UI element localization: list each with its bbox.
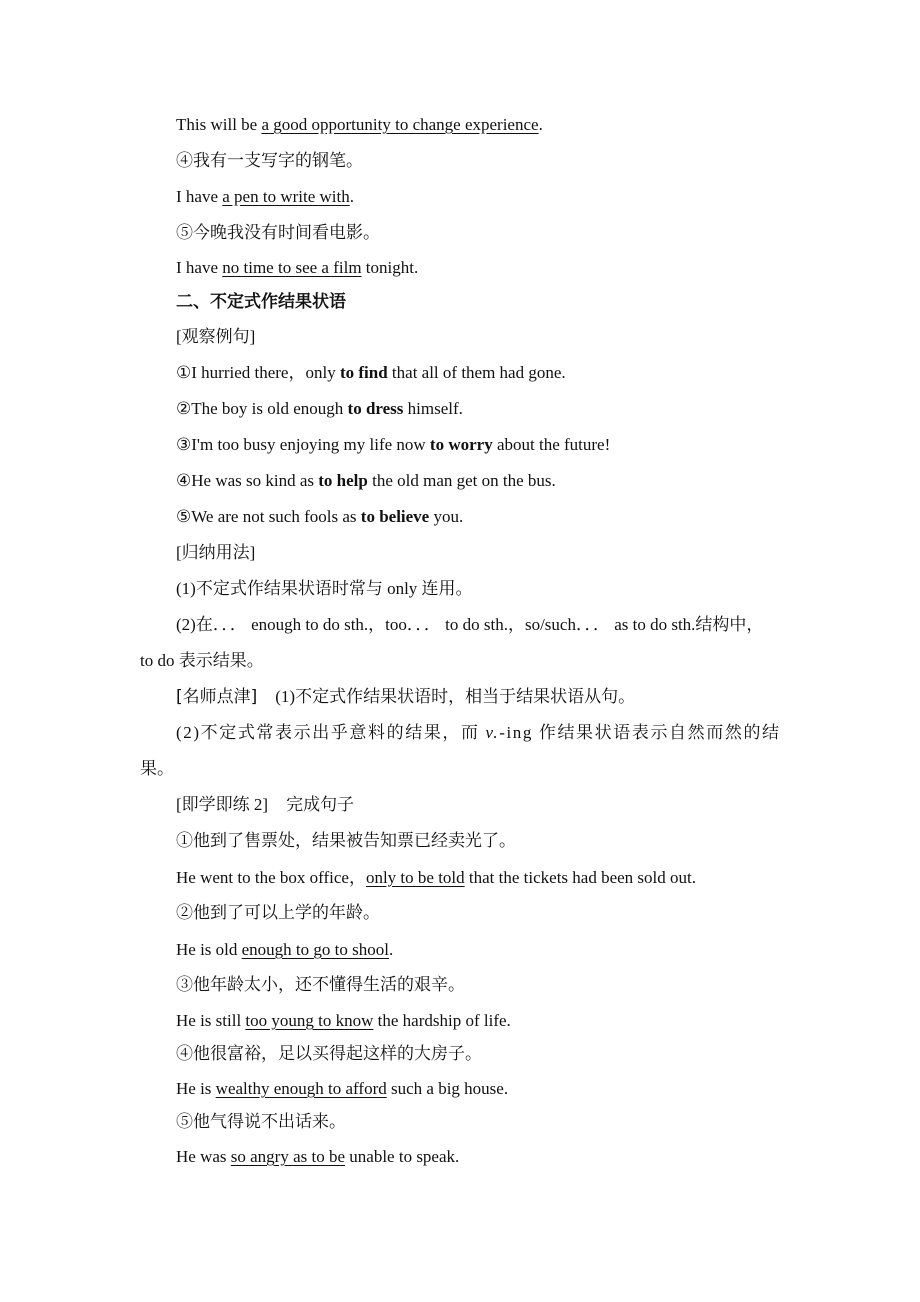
- example-text: ①I hurried there，only: [176, 363, 340, 382]
- sentence-suffix: unable to speak.: [345, 1147, 460, 1166]
- practice-prompt-5: ⑤他气得说不出话来。: [176, 1112, 346, 1131]
- tip-text: -ing 作结果状语表示自然而然的结: [499, 723, 781, 742]
- sentence-prefix: He was: [176, 1147, 231, 1166]
- answer-blank: so angry as to be: [230, 1147, 346, 1166]
- answer-line-4: [176, 185, 354, 209]
- teacher-tip-line-3: 果。: [140, 759, 174, 778]
- sentence-suffix: such a big house.: [386, 1079, 509, 1098]
- infinitive-highlight: to worry: [429, 435, 493, 454]
- chinese-prompt-5: ⑤今晚我没有时间看电影。: [176, 223, 380, 242]
- chinese-prompt-4: ④我有一支写字的钢笔。: [176, 151, 363, 170]
- example-sentence-3: [176, 433, 610, 457]
- teacher-tip-line-2: [176, 721, 781, 745]
- tip-text: (1)不定式作结果状语时，相当于结果状语从句。: [275, 687, 636, 706]
- example-sentence-5: [176, 505, 463, 529]
- sentence-prefix: I have: [176, 258, 223, 277]
- example-text: you.: [429, 507, 464, 526]
- sentence-suffix: .: [388, 940, 394, 959]
- answer-blank: only to be told: [365, 868, 465, 887]
- sentence-suffix: that the tickets had been sold out.: [464, 868, 696, 887]
- infinitive-highlight: to help: [318, 471, 368, 490]
- sentence-suffix: .: [538, 115, 543, 134]
- practice-header: [176, 793, 354, 817]
- practice-prompt-2: ②他到了可以上学的年龄。: [176, 903, 380, 922]
- observe-label: [观察例句]: [176, 327, 256, 346]
- tip-text: (2)不定式常表示出乎意料的结果，而: [176, 723, 486, 742]
- answer-blank: a good opportunity to change experience: [261, 115, 539, 134]
- example-sentence-4: [176, 469, 556, 493]
- practice-prompt-4: ④他很富裕，足以买得起这样的大房子。: [176, 1044, 482, 1063]
- practice-prompt-1: ①他到了售票处，结果被告知票已经卖光了。: [176, 831, 516, 850]
- practice-answer-1: [176, 866, 696, 890]
- sentence-prefix: He is still: [176, 1011, 246, 1030]
- sentence-prefix: This will be: [176, 115, 262, 134]
- sentence-suffix: the hardship of life.: [373, 1011, 511, 1030]
- example-text: himself.: [403, 399, 463, 418]
- answer-line-3: [176, 113, 543, 137]
- example-sentence-2: [176, 397, 463, 421]
- section-heading: 二、不定式作结果状语: [176, 292, 346, 312]
- summary-label: [归纳用法]: [176, 543, 256, 562]
- rule-2-line-1: (2)在．．． enough to do sth.，too．．． to do sth.，so/such．．． as to do sth.结构中，: [176, 615, 764, 634]
- rule-1: (1)不定式作结果状语时常与 only 连用。: [176, 579, 473, 598]
- answer-blank: a pen to write with: [222, 187, 350, 206]
- practice-answer-4: [176, 1077, 508, 1101]
- practice-answer-3: [176, 1009, 511, 1033]
- example-sentence-1: [176, 361, 566, 385]
- example-text: about the future!: [492, 435, 611, 454]
- answer-blank: wealthy enough to afford: [215, 1079, 387, 1098]
- rule-2-line-2: to do 表示结果。: [140, 651, 264, 670]
- tip-verb-abbrev: v.: [485, 723, 500, 742]
- example-text: the old man get on the bus.: [367, 471, 556, 490]
- answer-line-5: [176, 256, 418, 280]
- sentence-suffix: .: [349, 187, 354, 206]
- example-text: ⑤We are not such fools as: [176, 507, 361, 526]
- sentence-prefix: I have: [176, 187, 223, 206]
- sentence-prefix: He is: [176, 1079, 216, 1098]
- practice-answer-2: [176, 938, 393, 962]
- example-text: ③I'm too busy enjoying my life now: [176, 435, 430, 454]
- infinitive-highlight: to believe: [360, 507, 430, 526]
- sentence-prefix: He went to the box office，: [176, 868, 366, 887]
- sentence-suffix: tonight.: [361, 258, 419, 277]
- example-text: ②The boy is old enough: [176, 399, 348, 418]
- practice-title: 完成句子: [286, 795, 355, 814]
- infinitive-highlight: to dress: [347, 399, 404, 418]
- practice-prompt-3: ③他年龄太小，还不懂得生活的艰辛。: [176, 975, 465, 994]
- answer-blank: no time to see a film: [222, 258, 362, 277]
- practice-answer-5: [176, 1145, 459, 1169]
- example-text: that all of them had gone.: [387, 363, 566, 382]
- example-text: ④He was so kind as: [176, 471, 319, 490]
- practice-label: [即学即练 2]: [176, 795, 269, 814]
- tip-label: [名师点津]: [176, 687, 258, 707]
- answer-blank: too young to know: [245, 1011, 374, 1030]
- sentence-prefix: He is old: [176, 940, 242, 959]
- teacher-tip-line-1: [176, 685, 635, 709]
- infinitive-highlight: to find: [339, 363, 388, 382]
- answer-blank: enough to go to shool: [241, 940, 389, 959]
